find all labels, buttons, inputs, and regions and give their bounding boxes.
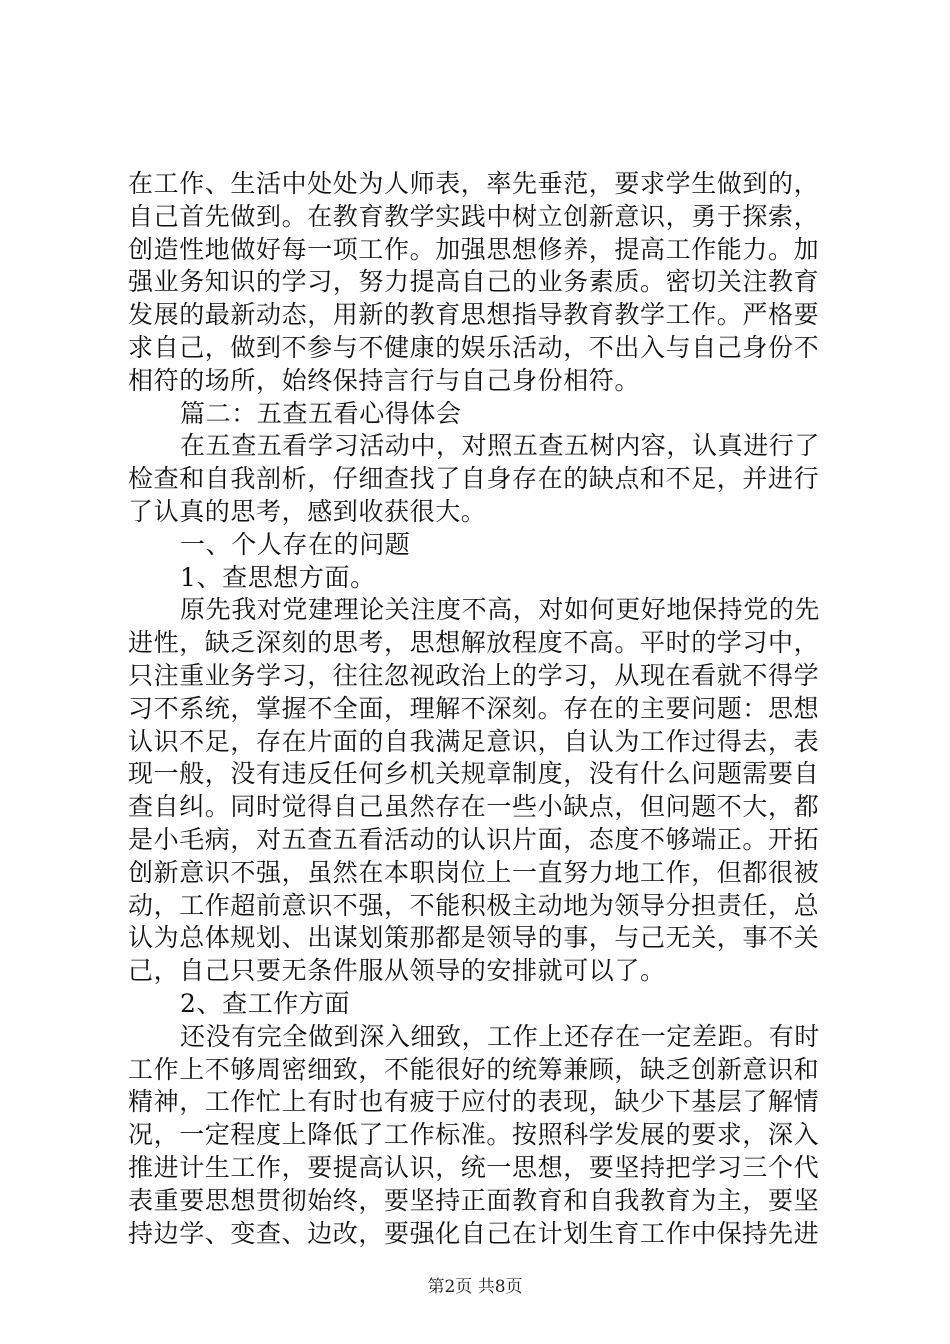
text-line: 1、查思想方面。 — [180, 562, 376, 592]
text-line: 推进计生工作，要提高认识，统一思想，要坚持把学习三个代 — [128, 1152, 820, 1182]
text-line: 一、个人存在的问题 — [180, 529, 411, 559]
text-line: 创新意识不强，虽然在本职岗位上一直努力地工作，但都很被 — [128, 857, 820, 887]
text-line: 己，自己只要无条件服从领导的安排就可以了。 — [128, 956, 666, 986]
text-line: 动，工作超前意识不强，不能积极主动地为领导分担责任，总 — [128, 890, 820, 920]
text-line: 持边学、变查、边改，要强化自己在计划生育工作中保持先进 — [128, 1218, 820, 1248]
text-line: 发展的最新动态，用新的教育思想指导教育教学工作。严格要 — [128, 300, 820, 330]
text-line: 工作上不够周密细致，不能很好的统筹兼顾，缺乏创新意识和 — [128, 1054, 820, 1084]
text-line: 认识不足，存在片面的自我满足意识，自认为工作过得去，表 — [128, 726, 820, 756]
text-line: 表重要思想贯彻始终，要坚持正面教育和自我教育为主，要坚 — [128, 1185, 820, 1215]
text-line: 篇二：五查五看心得体会 — [180, 398, 462, 428]
text-line: 创造性地做好每一项工作。加强思想修养，提高工作能力。加 — [128, 234, 820, 264]
text-line: 2、查工作方面 — [180, 988, 351, 1018]
text-line: 自己首先做到。在教育教学实践中树立创新意识，勇于探索， — [128, 201, 820, 231]
page-footer — [0, 1272, 950, 1297]
text-line: 况，一定程度上降低了工作标准。按照科学发展的要求，深入 — [128, 1120, 820, 1150]
text-line: 精神，工作忙上有时也有疲于应付的表现，缺少下基层了解情 — [128, 1087, 820, 1117]
text-line: 现一般，没有违反任何乡机关规章制度，没有什么问题需要自 — [128, 759, 820, 789]
text-line: 是小毛病，对五查五看活动的认识片面，态度不够端正。开拓 — [128, 824, 820, 854]
text-line: 在五查五看学习活动中，对照五查五树内容，认真进行了 — [180, 431, 821, 461]
text-line: 强业务知识的学习，努力提高自己的业务素质。密切关注教育 — [128, 267, 820, 297]
text-line: 查自纠。同时觉得自己虽然存在一些小缺点，但问题不大，都 — [128, 792, 820, 822]
text-line: 相符的场所，始终保持言行与自己身份相符。 — [128, 365, 641, 395]
text-line: 还没有完全做到深入细致，工作上还存在一定差距。有时 — [180, 1021, 821, 1051]
document-body — [128, 168, 838, 1250]
text-line: 在工作、生活中处处为人师表，率先垂范，要求学生做到的， — [128, 169, 820, 198]
text-line: 原先我对党建理论关注度不高，对如何更好地保持党的先 — [180, 595, 821, 625]
text-line: 求自己，做到不参与不健康的娱乐活动，不出入与自己身份不 — [128, 332, 820, 362]
text-line: 习不系统，掌握不全面，理解不深刻。存在的主要问题：思想 — [128, 693, 820, 723]
text-line: 进性，缺乏深刻的思考，思想解放程度不高。平时的学习中， — [128, 628, 820, 658]
page-number: 第2页 共8页 — [427, 1277, 523, 1297]
text-line: 检查和自我剖析，仔细查找了自身存在的缺点和不足，并进行 — [128, 464, 820, 494]
text-line: 只注重业务学习，往往忽视政治上的学习，从现在看就不得学 — [128, 660, 820, 690]
text-line: 认为总体规划、出谋划策那都是领导的事，与己无关，事不关 — [128, 923, 820, 953]
text-line: 了认真的思考，感到收获很大。 — [128, 496, 487, 526]
